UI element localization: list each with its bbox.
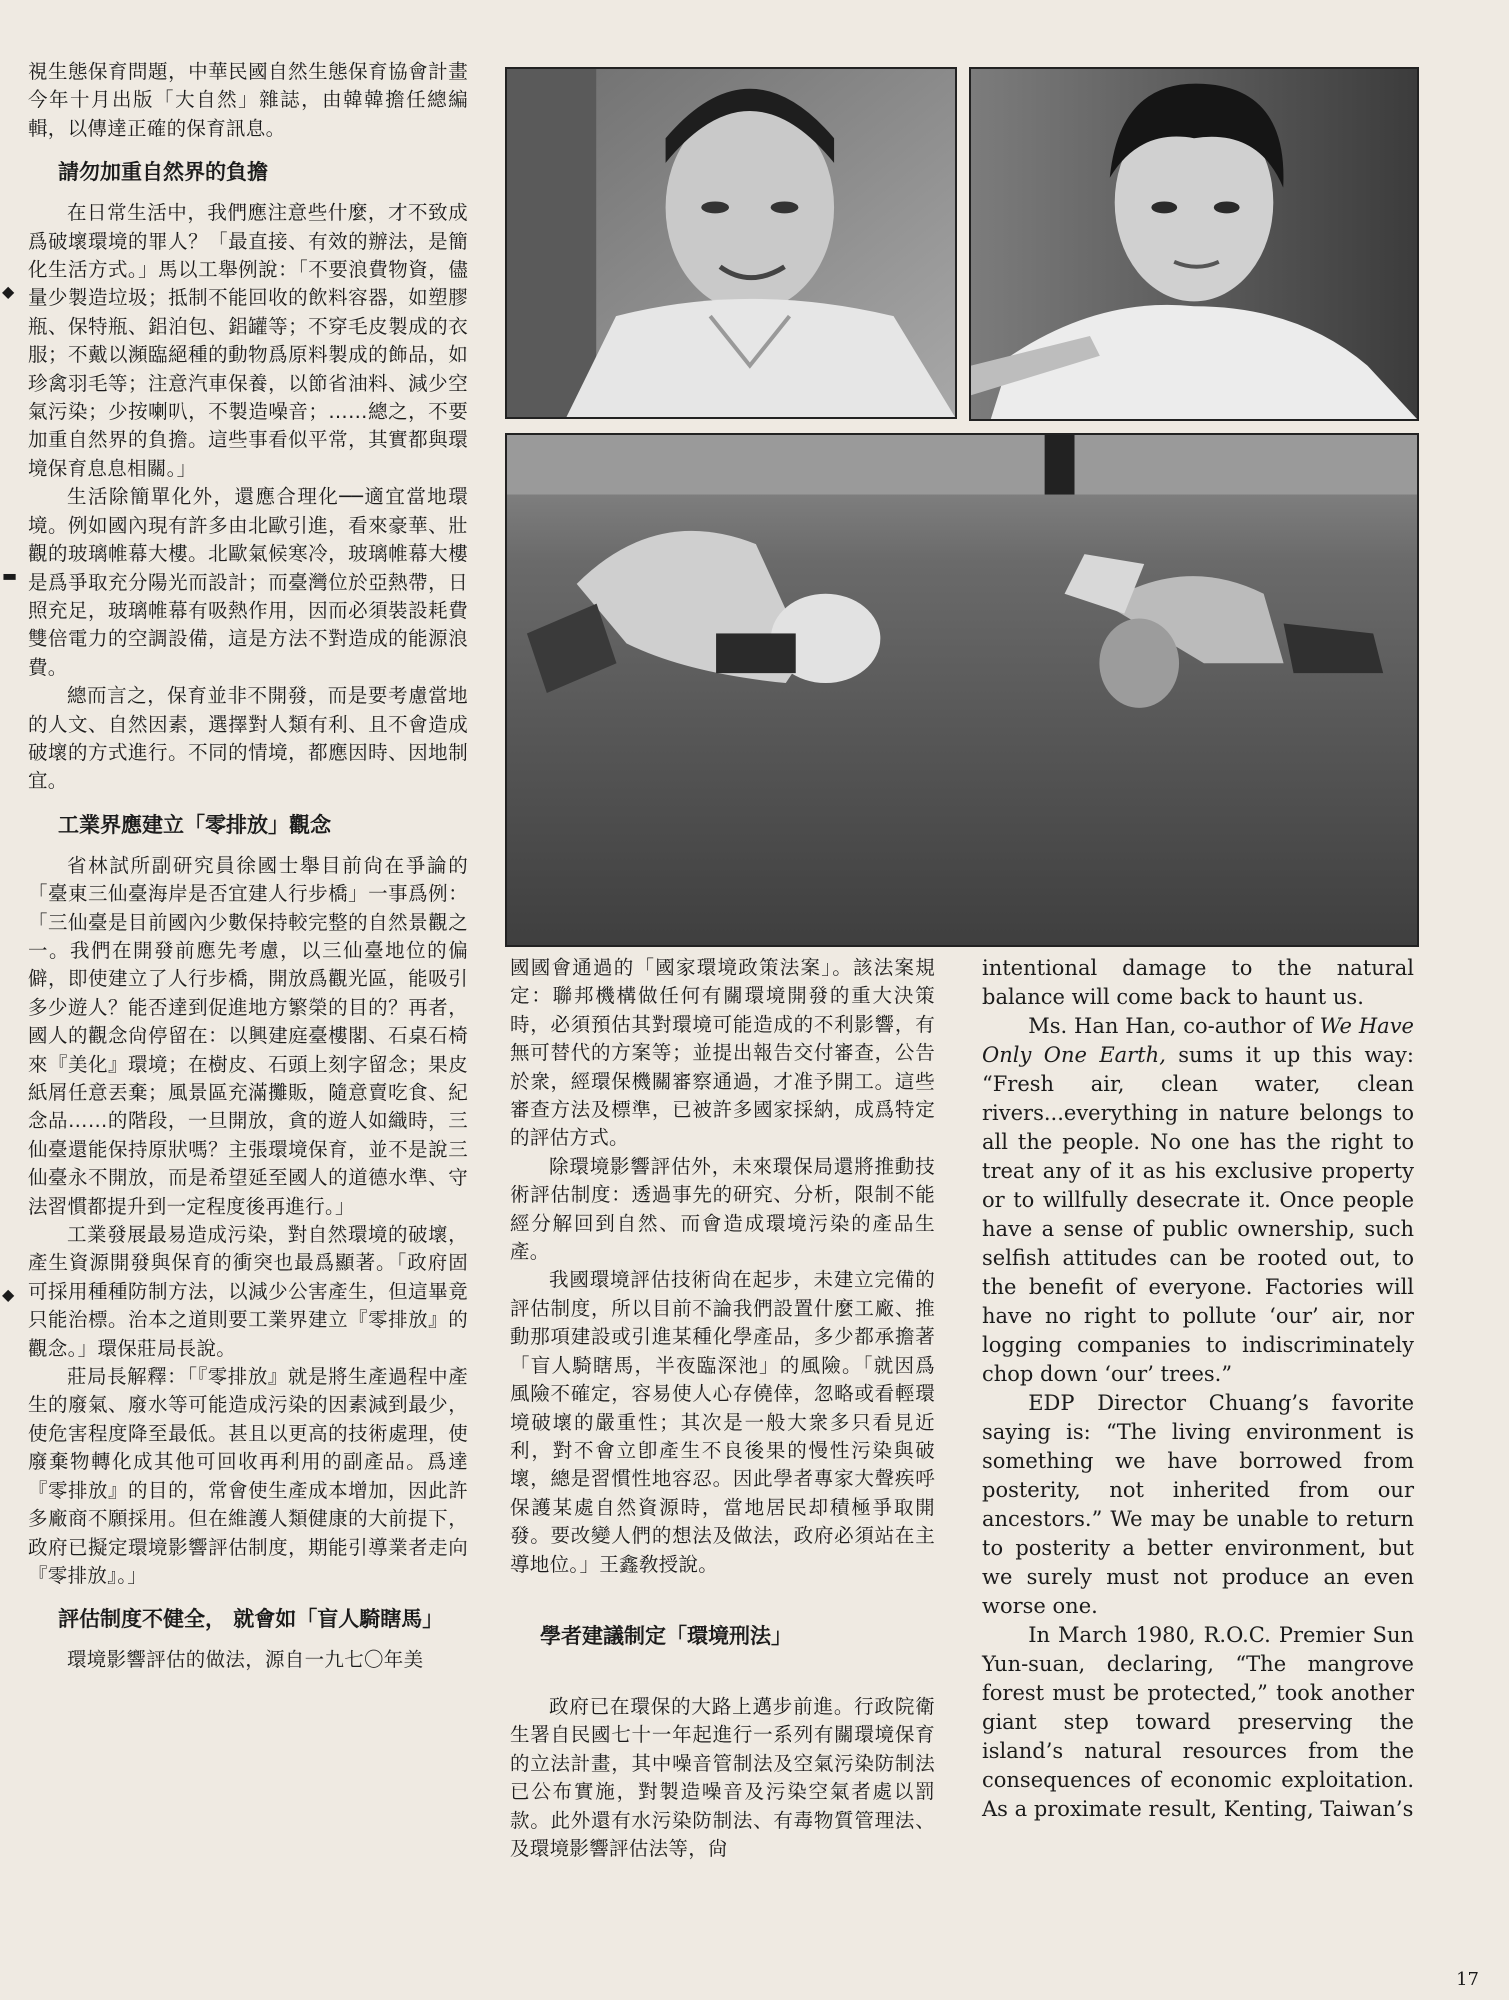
paragraph: 政府已在環保的大路上邁步前進。行政院衛生署自民國七十一年起進行一系列有關環境保育的立法計畫，其中噪音管制法及空氣污染防制法已公布實施，對製造噪音及污染空氣者處以罰款。此外還有水污染防制法、有毒物質管理法、及環境影響評估法等，尙: [510, 1694, 935, 1860]
photo-portrait-man: [969, 67, 1419, 421]
section-heading: 學者建議制定「環境刑法」: [540, 1623, 792, 1648]
margin-mark-icon: ▬: [2, 566, 18, 585]
paragraph: 環境影響評估的做法，源自一九七〇年美: [67, 1648, 424, 1672]
photo-portrait-man: [505, 67, 957, 419]
paragraph: 我國環境評估技術尙在起步，未建立完備的評估制度，所以目前不論我們設置什麼工廠、推動那項建設或引進某種化學產品，多少都承擔著「盲人騎瞎馬，半夜臨深池」的風險。「就因爲風險不確定，容易使人心存僥倖，忽略或看輕環境破壞的嚴重性；其次是一般大衆多只看見近利，對不會立卽產生不良後果的慢性污染與破壞，總是習慣性地容忍。因此學者專家大聲疾呼保護某處自然資源時，當地居民却積極爭取開發。要改變人們的想法及做法，政府必須站在主導地位。」王鑫敎授說。: [510, 1268, 935, 1576]
paragraph: EDP Director Chuang’s favorite saying is: “The living environment is something we have borrowed from posterity, not inherited from our ancestors.” We may be unable to return to posterity a better environment, but we surely must not produce an even worse one.: [982, 1391, 1414, 1618]
book-title: We Have Only One Earth,: [982, 1014, 1414, 1067]
paragraph: intentional damage to the natural balance will come back to haunt us.: [982, 956, 1414, 1009]
margin-mark-icon: ◆: [2, 282, 15, 301]
paragraph: 在日常生活中，我們應注意些什麼，才不致成爲破壞環境的罪人？「最直接、有效的辦法，是簡化生活方式。」馬以工舉例說：「不要浪費物資，儘量少製造垃圾；抵制不能回收的飲料容器，如塑膠瓶、保特瓶、鋁泊包、鋁罐等；不穿毛皮製成的衣服；不戴以瀕臨絕種的動物爲原料製成的飾品，如珍禽羽毛等；注意汽車保養，以節省油料、減少空氣污染；少按喇叭，不製造噪音；……總之，不要加重自然界的負擔。這些事看似平常，其實都與環境保育息息相關。」: [28, 201, 468, 480]
photo-people-on-grass: [505, 433, 1419, 947]
paragraph: 國國會通過的「國家環境政策法案」。該法案規定：聯邦機構做任何有關環境開發的重大決策時，必須預估其對環境可能造成的不利影響，有無可替代的方案等；並提出報告交付審查，公告於衆，經環保機關審察通過，才准予開工。這些審查方法及標準，已被許多國家採納，成爲特定的評估方式。: [510, 956, 935, 1150]
middle-text-column: [510, 954, 935, 1863]
section-heading: 工業界應建立「零排放」觀念: [58, 812, 331, 837]
paragraph: 生活除簡單化外，還應合理化──適宜當地環境。例如國內現有許多由北歐引進，看來豪華、壯觀的玻璃帷幕大樓。北歐氣候寒冷，玻璃帷幕大樓是爲爭取充分陽光而設計；而臺灣位於亞熱帶，日照充足，玻璃帷幕有吸熱作用，因而必須裝設耗費雙倍電力的空調設備，這是方法不對造成的能源浪費。: [28, 485, 468, 679]
paragraph: 總而言之，保育並非不開發，而是要考慮當地的人文、自然因素，選擇對人類有利、且不會造成破壞的方式進行。不同的情境，都應因時、因地制宜。: [28, 684, 468, 793]
left-text-column: [28, 58, 468, 1675]
paragraph: 省林試所副研究員徐國士舉目前尙在爭論的「臺東三仙臺海岸是否宜建人行步橋」一事爲例：「三仙臺是目前國內少數保持較完整的自然景觀之一。我們在開發前應先考慮，以三仙臺地位的偏僻，即使建立了人行步橋，開放爲觀光區，能吸引多少遊人？能否達到促進地方繁榮的目的？再者，國人的觀念尙停留在：以興建庭臺樓閣、石桌石椅來『美化』環境；在樹皮、石頭上刻字留念；果皮紙屑任意丟棄；風景區充滿攤販，隨意賣吃食、紀念品……的階段，一旦開放，貪的遊人如織時，三仙臺還能保持原狀嗎？主張環境保育，並不是說三仙臺永不開放，而是希望延至國人的道德水準、守法習慣都提升到一定程度後再進行。」: [28, 853, 468, 1218]
section-heading: 評估制度不健全， 就會如「盲人騎瞎馬」: [58, 1607, 444, 1632]
paragraph-text: sums it up this way: “Fresh air, clean water, clean rivers...everything in nature belongs to all the people. No one has the right to treat any of it as his exclusive property or to willfully desecrate it. Once people have a sense of public ownership, such selfish attitudes can be rooted out, to the benefit of everyone. Factories will have no right to pollute ‘our’ air, nor logging companies to indiscriminately chop down ‘our’ trees.”: [982, 1043, 1414, 1386]
paragraph: In March 1980, R.O.C. Premier Sun Yun-suan, declaring, “The mangrove forest must be protected,” took another giant step toward preserving the island’s natural resources from the consequences of economic exploitation. As a proximate result, Kenting, Taiwan’s: [982, 1623, 1414, 1821]
paragraph: 莊局長解釋：「『零排放』就是將生產過程中產生的廢氣、廢水等可能造成污染的因素減到最少，使危害程度降至最低。甚且以更高的技術處理，使廢棄物轉化成其他可回收再利用的副產品。爲達『零排放』的目的，常會使生產成本增加，因此許多廠商不願採用。但在維護人類健康的大前提下，政府已擬定環境影響評估制度，期能引導業者走向『零排放』。」: [28, 1365, 468, 1587]
paragraph-text: Ms. Han Han, co-author of: [1028, 1014, 1320, 1038]
paragraph: [982, 1012, 1414, 1389]
right-text-column: [982, 954, 1414, 1824]
margin-mark-icon: ◆: [2, 1285, 15, 1304]
paragraph: 除環境影響評估外，未來環保局還將推動技術評估制度：透過事先的研究、分析，限制不能經分解回到自然、而會造成環境污染的產品生產。: [510, 1154, 935, 1264]
section-heading: 請勿加重自然界的負擔: [58, 160, 268, 185]
page-number: 17: [1456, 1969, 1479, 1990]
paragraph: 工業發展最易造成污染，對自然環境的破壞，產生資源開發與保育的衝突也最爲顯著。「政府固可採用種種防制方法，以減少公害產生，但這畢竟只能治標。治本之道則要工業界建立『零排放』的觀念。」環保莊局長說。: [28, 1223, 468, 1360]
paragraph: 視生態保育問題，中華民國自然生態保育協會計畫今年十月出版「大自然」雜誌，由韓韓擔任總編輯，以傳達正確的保育訊息。: [28, 60, 468, 140]
